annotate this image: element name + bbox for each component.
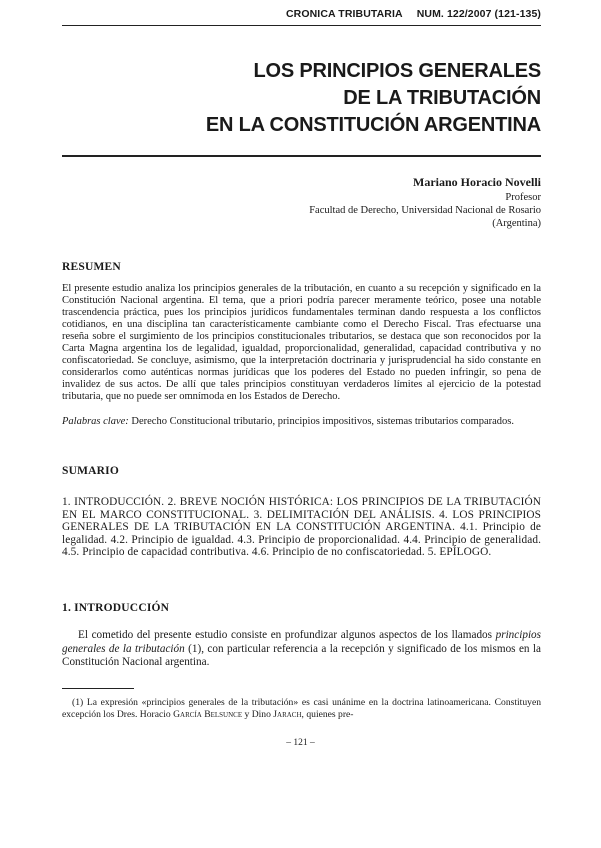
footnote <box>62 697 541 721</box>
resumen-text: El presente estudio analiza los principios generales de la tributación, en cuanto a su recepción y significado en la Constitución Nacional argentina. El tema, que a priori podría parecer meramente teórico, posee una notable trascendencia práctica, pues los principios jurídicos fundamentales terminan dando respuesta a los conflictos cotidianos, en una disciplina tan característicamente cambiante como el Derecho Fiscal. Tras efectuarse una reseña sobre el surgimiento de los principios constitucionales tributarios, se destaca que son reconocidos por la Carta Magna argentina los de legalidad, igualdad, proporcionalidad, generalidad, capacidad contributiva y no confiscatoriedad. Se concluye, asimismo, que la interpretación doctrinaria y jurisprudencial ha sido constante en considerarlos como auténticas normas jurídicas que los poderes del Estado no pueden infringir, so pena de invalidez de sus actos. De allí que tales principios constituyan verdaderos límites al ejercicio de la potestad tributaria, que no puede ser omnímoda en los Estados de Derecho. <box>62 283 541 402</box>
resumen-heading: RESUMEN <box>62 261 121 273</box>
title-line-1: LOS PRINCIPIOS GENERALES <box>253 60 541 82</box>
intro-text-italic: principios generales de la tributación <box>62 629 541 655</box>
author-block <box>309 174 541 230</box>
footnote-text-2: y Dino <box>242 709 274 720</box>
footnote-name-2: Jarach <box>273 709 302 720</box>
author-country: (Argentina) <box>492 218 541 229</box>
author-affiliation: Facultad de Derecho, Universidad Nacional de Rosario <box>309 205 541 216</box>
title-rule <box>62 155 541 157</box>
footnote-rule <box>62 688 134 689</box>
intro-text-part-2: (1), con particular referencia a la recepción y significado de los mismos en la Constitución Nacional argentina. <box>62 642 541 668</box>
journal-name: CRONICA TRIBUTARIA <box>285 8 403 20</box>
intro-text <box>62 629 541 670</box>
author-role: Profesor <box>505 192 541 203</box>
page-number: – 121 – <box>286 738 315 748</box>
keywords <box>62 416 541 428</box>
keywords-label: Palabras clave: <box>62 416 129 427</box>
title-line-2: DE LA TRIBUTACIÓN <box>343 87 541 109</box>
title-line-3: EN LA CONSTITUCIÓN ARGENTINA <box>205 114 541 136</box>
intro-text-part-1: El cometido del presente estudio consiste en profundizar algunos aspectos de los llamados <box>78 629 496 641</box>
sumario-heading: SUMARIO <box>62 465 119 477</box>
sumario-text: 1. INTRODUCCIÓN. 2. BREVE NOCIÓN HISTÓRICA: LOS PRINCIPIOS DE LA TRIBUTACIÓN EN EL MARCO CONSTITUCIONAL. 3. DELIMITACIÓN DEL ANÁLISIS. 4. LOS PRINCIPIOS GENERALES DE LA TRIBUTACIÓN EN LA CONSTITUCIÓN ARGENTINA. 4.1. Principio de legalidad. 4.2. Principio de igualdad. 4.3. Principio de proporcionalidad. 4.4. Principio de generalidad. 4.5. Principio de capacidad contributiva. 4.6. Principio de no confiscatoriedad. 5. EPÍLOGO. <box>62 496 541 558</box>
keywords-text: Derecho Constitucional tributario, principios impositivos, sistemas tributarios comparados. <box>131 416 515 427</box>
header-rule <box>62 25 541 26</box>
intro-heading: 1. INTRODUCCIÓN <box>62 602 170 614</box>
footnote-text-3: , quienes pre- <box>301 709 354 720</box>
footnote-text-1: (1) La expresión «principios generales de la tributación» es casi unánime en la doctrina latinoamericana. Constituyen excepción los Dres. Horacio <box>62 697 541 720</box>
article-title <box>206 58 541 139</box>
footnote-name-1: García Belsunce <box>173 709 243 720</box>
running-head <box>286 8 541 20</box>
author-name: Mariano Horacio Novelli <box>413 175 541 189</box>
issue-info: NUM. 122/2007 (121-135) <box>416 8 541 20</box>
